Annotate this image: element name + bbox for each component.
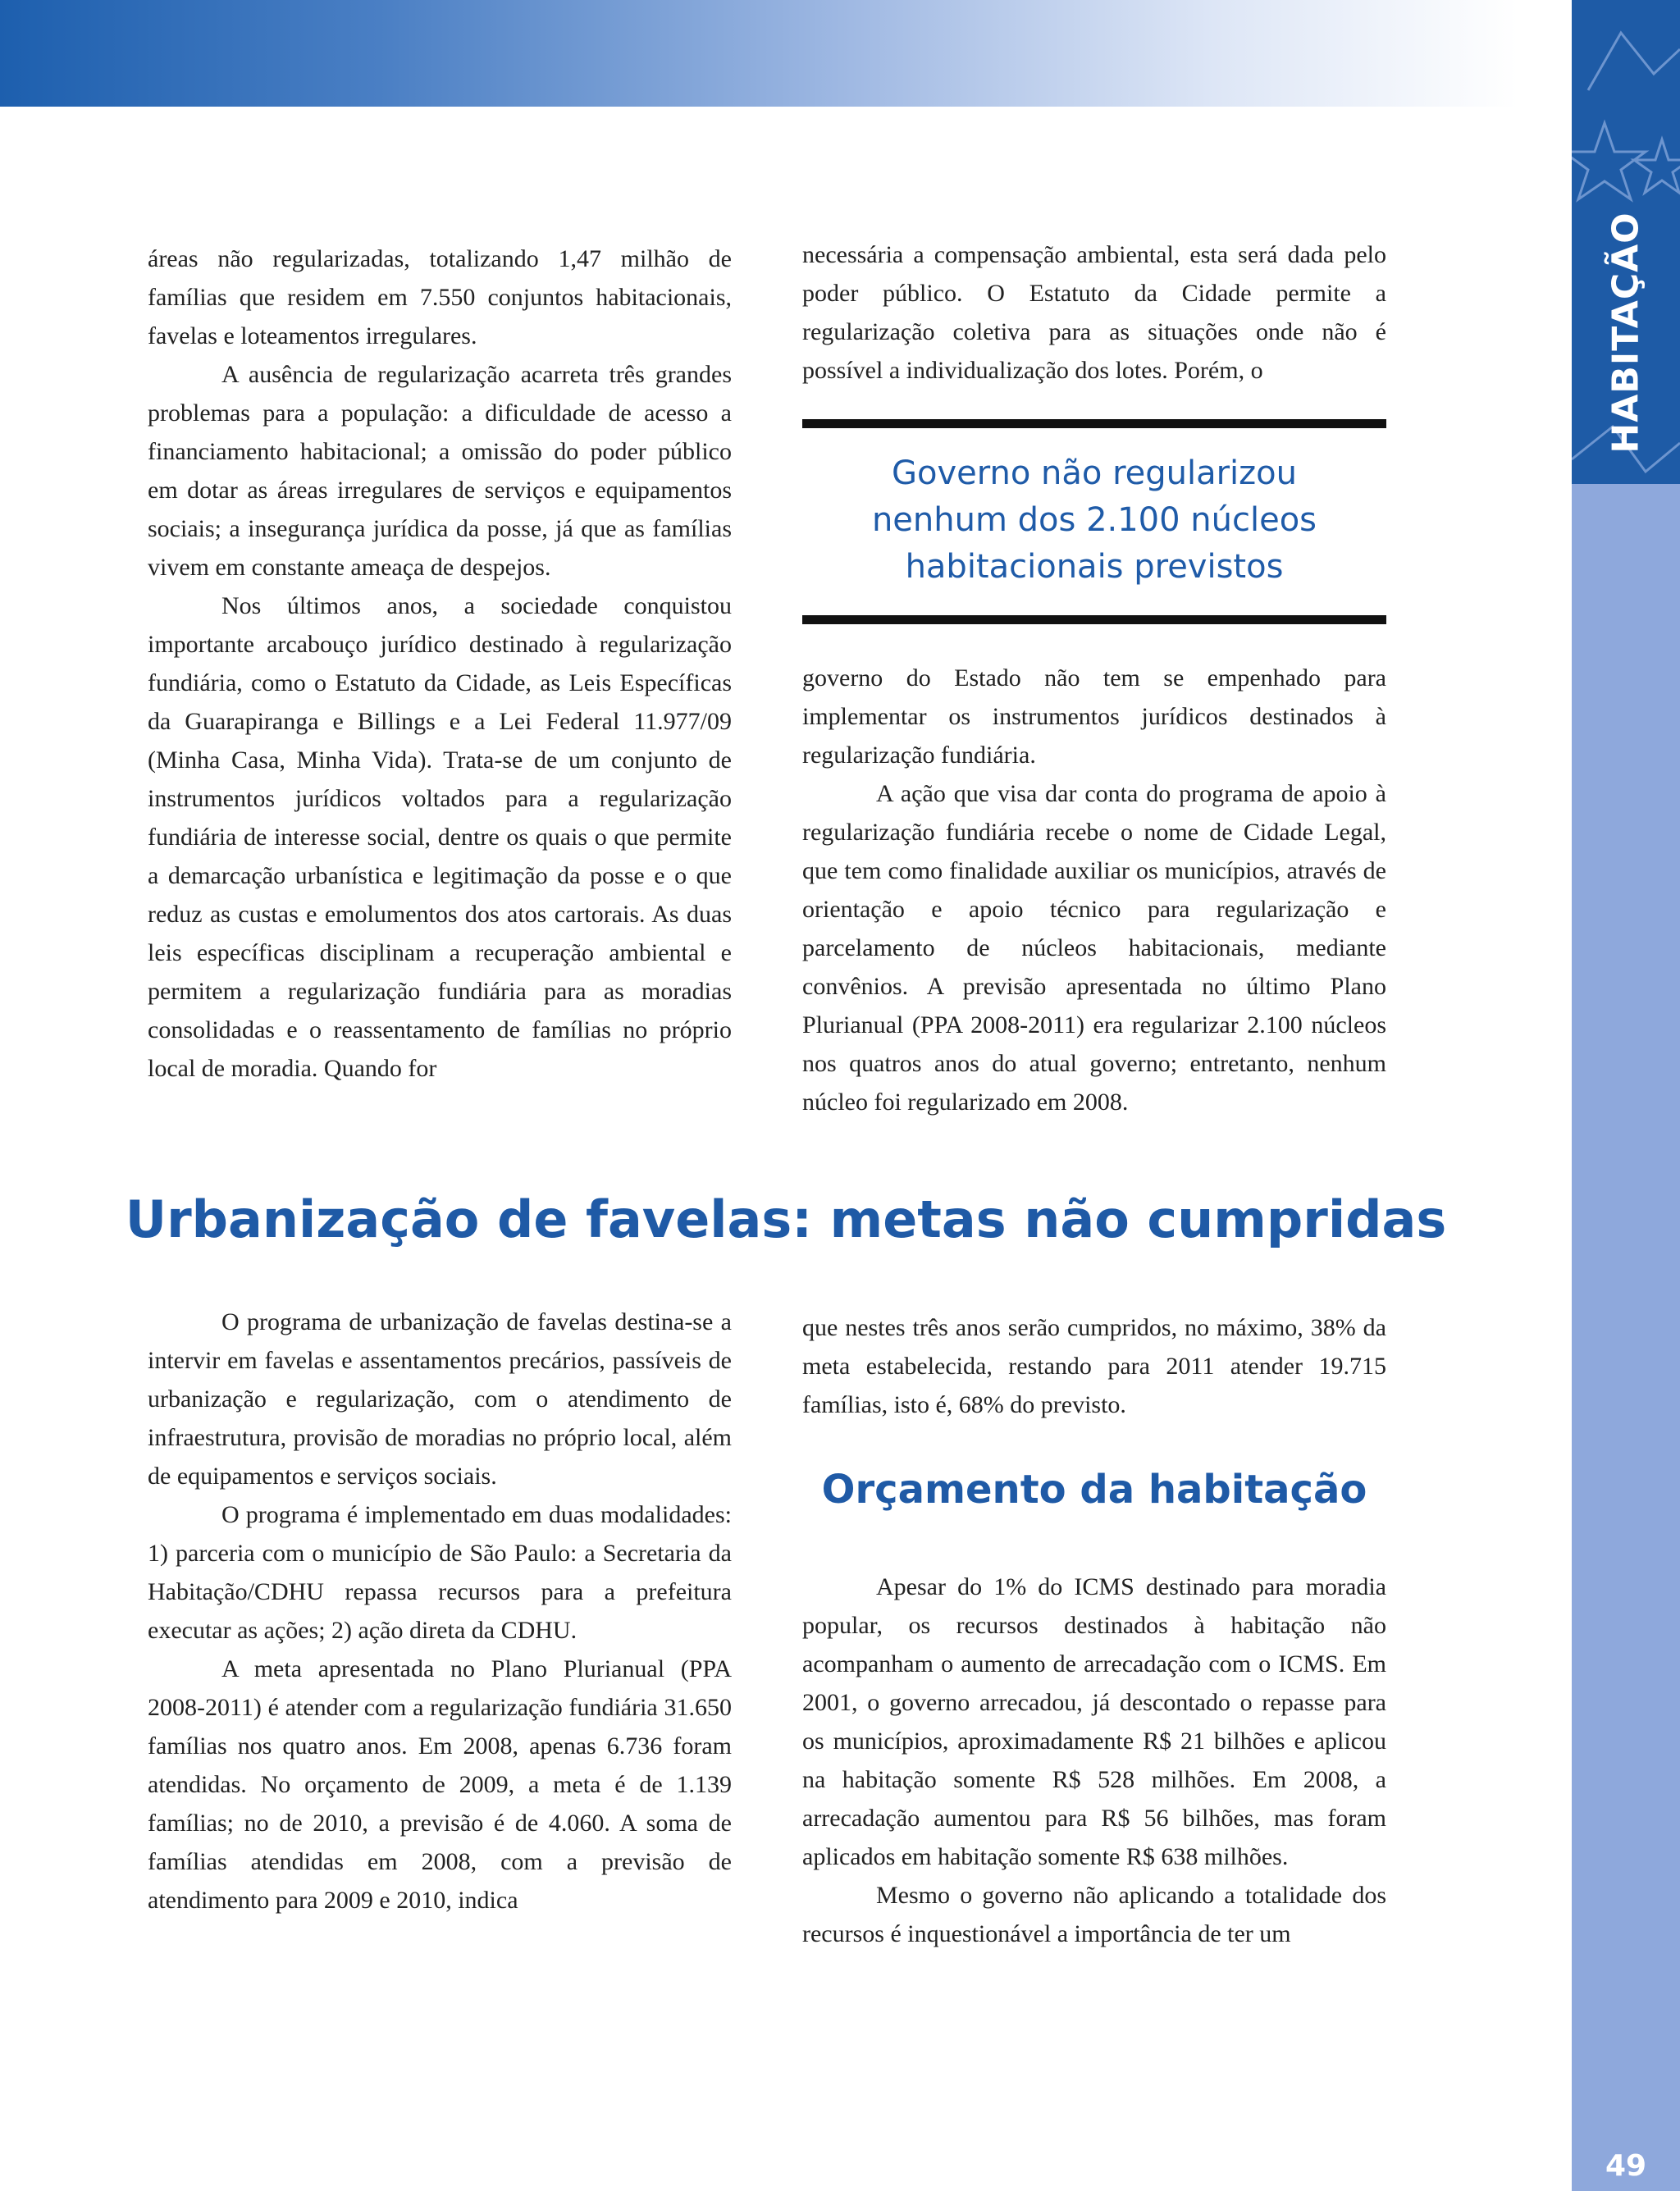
subsection-title: Orçamento da habitação: [821, 1467, 1367, 1513]
lower-right-column-top: [802, 1308, 1386, 1424]
paragraph: áreas não regularizadas, totalizando 1,47 milhão de famílias que residem em 7.550 conjuntos habitacionais, favelas e loteamentos irregulares.: [148, 245, 732, 349]
paragraph: Nos últimos anos, a sociedade conquistou importante arcabouço jurídico destinado à regularização fundiária, como o Estatuto da Cidade, as Leis Específicas da Guarapiranga e Billings e a Lei Federal 11.977/09 (Minha Casa, Minha Vida). Trata-se de um conjunto de instrumentos jurídicos voltados para a regularização fundiária de interesse social, dentre os quais o que permite a demarcação urbanística e legitimação da posse e o que reduz as custas e emolumentos dos atos cartorais. As duas leis específicas disciplinam a recuperação ambiental e permitem a regularização fundiária para as moradias consolidadas e o reassentamento de famílias no próprio local de moradia. Quando for: [148, 592, 732, 1082]
upper-right-column-top: [802, 235, 1386, 390]
pull-quote-text: [802, 450, 1386, 591]
paragraph: O programa é implementado em duas modalidades: 1) parceria com o município de São Paulo: a Secretaria da Habitação/CDHU repassa recursos para a prefeitura executar as ações; 2) ação direta da CDHU.: [148, 1501, 732, 1644]
lower-left-column: [148, 1303, 732, 1919]
paragraph: Apesar do 1% do ICMS destinado para moradia popular, os recursos destinados à habitação não acompanham o aumento de arrecadação com o ICMS. Em 2001, o governo arrecadou, já descontado o repasse para os municípios, aproximadamente R$ 21 bilhões e aplicou na habitação somente R$ 528 milhões. Em 2008, a arrecadação aumentou para R$ 56 bilhões, mas foram aplicados em habitação somente R$ 638 milhões.: [802, 1573, 1386, 1870]
paragraph: A ausência de regularização acarreta três grandes problemas para a população: a dificuldade de acesso a financiamento habitacional; a omissão do poder público em dotar as áreas irregulares de serviços e equipamentos sociais; a insegurança jurídica da posse, já que as famílias vivem em constante ameaça de despejos.: [148, 361, 732, 581]
pull-quote-line: habitacionais previstos: [905, 548, 1284, 586]
paragraph: A meta apresentada no Plano Plurianual (PPA 2008-2011) é atender com a regularização fundiária 31.650 famílias nos quatro anos. Em 2008, apenas 6.736 foram atendidas. No orçamento de 2009, a meta é de 1.139 famílias; no de 2010, a previsão é de 4.060. A soma de famílias atendidas em 2008, com a previsão de atendimento para 2009 e 2010, indica: [148, 1655, 732, 1914]
pull-quote-line: Governo não regularizou: [891, 454, 1297, 492]
paragraph: O programa de urbanização de favelas destina-se a intervir em favelas e assentamentos precários, passíveis de urbanização e regularização, com o atendimento de infraestrutura, provisão de moradias no próprio local, além de equipamentos e serviços sociais.: [148, 1308, 732, 1490]
paragraph: A ação que visa dar conta do programa de apoio à regularização fundiária recebe o nome de Cidade Legal, que tem como finalidade auxiliar os municípios, através de orientação e apoio técnico para regularização e parcelamento de núcleos habitacionais, mediante convênios. A previsão apresentada no último Plano Plurianual (PPA 2008-2011) era regularizar 2.100 núcleos nos quatros anos do atual governo; entretanto, nenhum núcleo foi regularizado em 2008.: [802, 780, 1386, 1116]
pull-quote-top-rule: [802, 419, 1386, 428]
side-bar: [1572, 484, 1680, 2191]
pull-quote-line: nenhum dos 2.100 núcleos: [871, 501, 1317, 539]
section-title: Urbanização de favelas: metas não cumpridas: [125, 1189, 1447, 1249]
paragraph: governo do Estado não tem se empenhado para implementar os instrumentos jurídicos destinados à regularização fundiária.: [802, 664, 1386, 769]
upper-right-column-bottom: [802, 659, 1386, 1121]
upper-left-column: [148, 240, 732, 1088]
paragraph: necessária a compensação ambiental, esta será dada pelo poder público. O Estatuto da Cidade permite a regularização coletiva para as situações onde não é possível a individualização dos lotes. Porém, o: [802, 241, 1386, 384]
section-label-text: HABITAÇÃO: [1605, 211, 1647, 454]
paragraph: que nestes três anos serão cumpridos, no máximo, 38% da meta estabelecida, restando para 2011 atender 19.715 famílias, isto é, 68% do previsto.: [802, 1314, 1386, 1418]
pull-quote-bottom-rule: [802, 615, 1386, 624]
header-gradient-band: [0, 0, 1518, 107]
lower-right-column-bottom: [802, 1568, 1386, 1953]
section-label: [1572, 197, 1680, 468]
paragraph: Mesmo o governo não aplicando a totalidade dos recursos é inquestionável a importância de ter um: [802, 1882, 1386, 1947]
pull-quote: [802, 419, 1386, 624]
page-number: 49: [1605, 2149, 1647, 2183]
